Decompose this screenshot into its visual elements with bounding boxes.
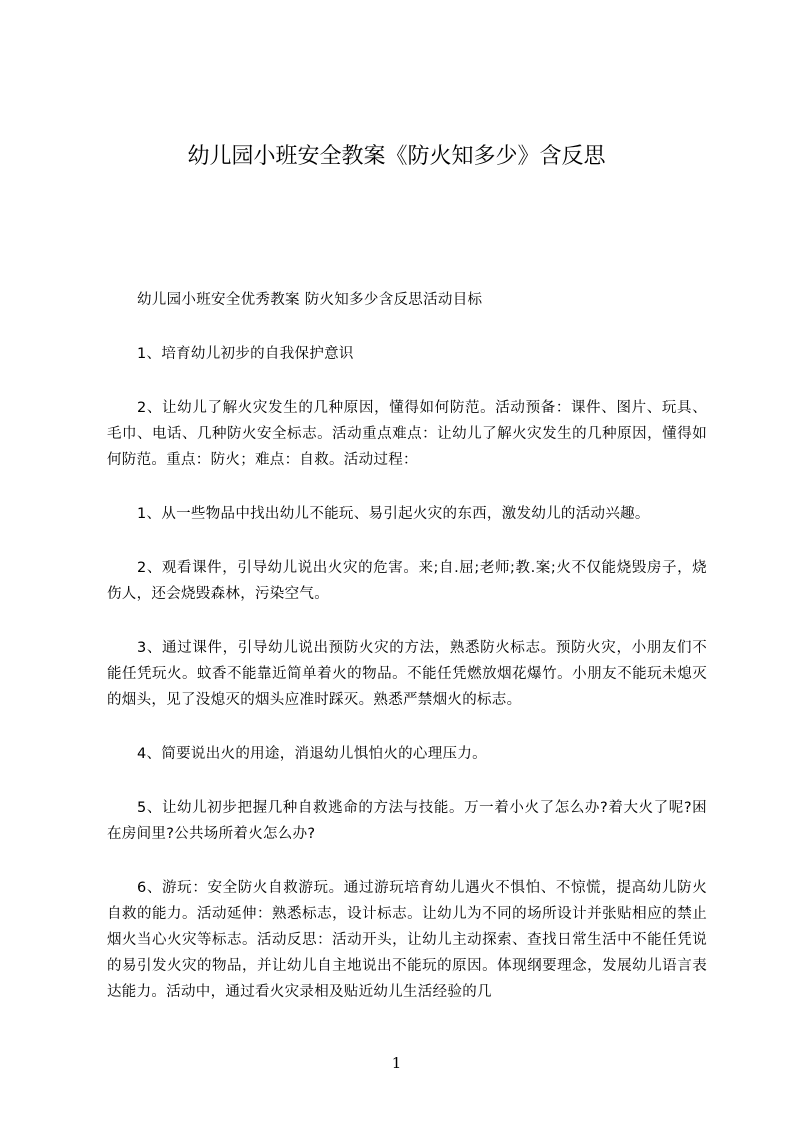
- paragraph-goal-2: 2、让幼儿了解火灾发生的几种原因，懂得如何防范。活动预备：课件、图片、玩具、毛巾、电话、几种防火安全标志。活动重点难点：让幼儿了解火灾发生的几种原因，懂得如何防范。重点：防火；难点：自救。活动过程：: [107, 400, 707, 468]
- page-number: 1: [391, 1054, 402, 1072]
- paragraph-step-5: 5、让幼儿初步把握几种自救逃命的方法与技能。万一着小火了怎么办?着大火了呢?困在房间里?公共场所着火怎么办?: [107, 800, 707, 842]
- paragraph-step-3: 3、通过课件，引导幼儿说出预防火灾的方法，熟悉防火标志。预防火灾，小朋友们不能任凭玩火。蚊香不能靠近简单着火的物品。不能任凭燃放烟花爆竹。小朋友不能玩未熄灭的烟头，见了没熄灭的烟头应准时踩灭。熟悉严禁烟火的标志。: [107, 640, 707, 708]
- paragraph-step-4: 4、简要说出火的用途，消退幼儿惧怕火的心理压力。: [137, 746, 487, 762]
- document-title: 幼儿园小班安全教案《防火知多少》含反思: [187, 144, 606, 169]
- paragraph-step-6: 6、游玩：安全防火自救游玩。通过游玩培育幼儿遇火不惧怕、不惊慌，提高幼儿防火自救的能力。活动延伸：熟悉标志，设计标志。让幼儿为不同的场所设计并张贴相应的禁止烟火当心火灾等标志。活动反思：活动开头，让幼儿主动探索、查找日常生活中不能任凭说的易引发火灾的物品，并让幼儿自主地说出不能玩的原因。体现纲要理念，发展幼儿语言表达能力。活动中，通过看火灾录相及贴近幼儿生活经验的几: [107, 880, 707, 1000]
- paragraph-intro: 幼儿园小班安全优秀教案 防火知多少含反思活动目标: [137, 292, 483, 308]
- paragraph-step-2: 2、观看课件，引导幼儿说出火灾的危害。来;自.屈;老师;教.案;火不仅能烧毁房子，烧伤人，还会烧毁森林，污染空气。: [107, 560, 707, 602]
- paragraph-goal-1: 1、培育幼儿初步的自我保护意识: [137, 346, 354, 362]
- document-body: [107, 287, 707, 1005]
- paragraph-step-1: 1、从一些物品中找出幼儿不能玩、易引起火灾的东西，激发幼儿的活动兴趣。: [137, 506, 650, 522]
